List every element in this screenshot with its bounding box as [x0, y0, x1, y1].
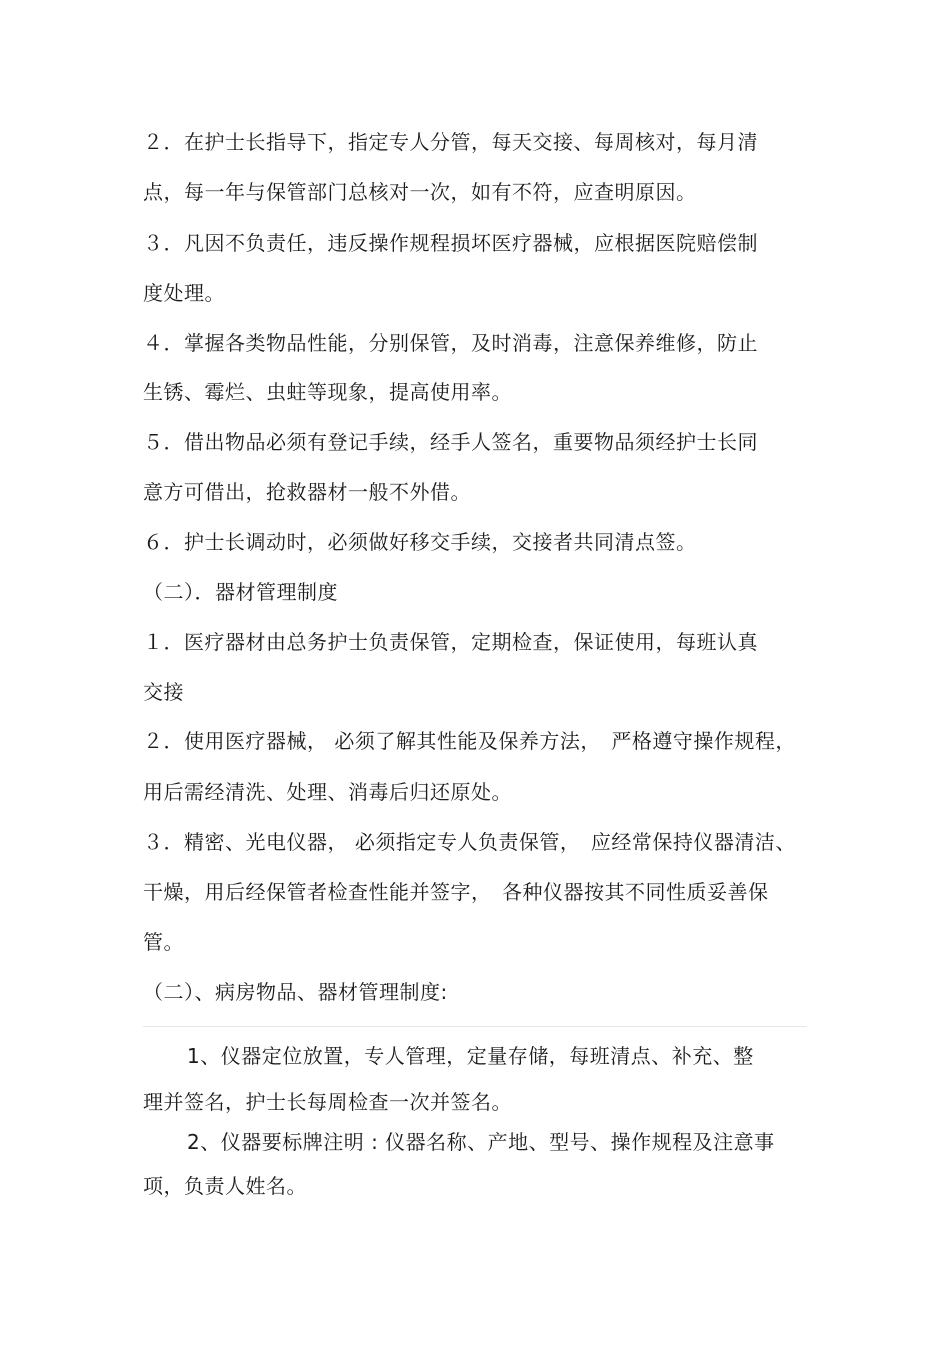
text-line-equip-item2-part2: 用后需经清洗、处理、消毒后归还原处。	[143, 780, 512, 804]
text-line-item5-part1: ５．借出物品必须有登记手续，经手人签名，重要物品须经护士长同	[143, 430, 758, 454]
section-heading-ward-items: （二）、病房物品、器材管理制度:	[143, 980, 448, 1004]
text-line-ward-item1-part1: 1、仪器定位放置，专人管理，定量存储，每班清点、补充、整	[187, 1044, 754, 1068]
divider-line	[143, 1026, 807, 1027]
text-line-item4-part2: 生锈、霉烂、虫蛀等现象，提高使用率。	[143, 380, 512, 404]
text-line-ward-item1-part2: 理并签名，护士长每周检查一次并签名。	[143, 1090, 512, 1114]
text-line-item6: ６．护士长调动时，必须做好移交手续，交接者共同清点签。	[143, 530, 697, 554]
text-line-ward-item2-part2: 项，负责人姓名。	[143, 1174, 307, 1198]
text-line-item4-part1: ４．掌握各类物品性能，分别保管，及时消毒，注意保养维修，防止	[143, 331, 758, 355]
text-line-item5-part2: 意方可借出，抢救器材一般不外借。	[143, 480, 471, 504]
text-line-item2-part2: 点，每一年与保管部门总核对一次，如有不符，应查明原因。	[143, 180, 697, 204]
text-line-equip-item2-part1: ２．使用医疗器械， 必须了解其性能及保养方法， 严格遵守操作规程，	[143, 729, 796, 753]
section-heading-equipment-management: （二）．器材管理制度	[143, 580, 338, 604]
text-line-equip-item3-part2: 干燥，用后经保管者检查性能并签字， 各种仪器按其不同性质妥善保	[143, 880, 769, 904]
text-line-equip-item3-part3: 管。	[143, 930, 184, 954]
text-line-item2-part1: ２．在护士长指导下，指定专人分管，每天交接、每周核对，每月清	[143, 130, 758, 154]
text-line-item3-part2: 度处理。	[143, 281, 225, 305]
text-line-equip-item1-part1: １．医疗器材由总务护士负责保管，定期检查，保证使用，每班认真	[143, 630, 758, 654]
text-line-equip-item1-part2: 交接	[143, 680, 184, 704]
text-line-item3-part1: ３．凡因不负责任，违反操作规程损坏医疗器械，应根据医院赔偿制	[143, 231, 758, 255]
text-line-ward-item2-part1: 2、仪器要标牌注明 : 仪器名称、产地、型号、操作规程及注意事	[187, 1130, 775, 1154]
text-line-equip-item3-part1: ３．精密、光电仪器， 必须指定专人负责保管， 应经常保持仪器清洁、	[143, 830, 796, 854]
